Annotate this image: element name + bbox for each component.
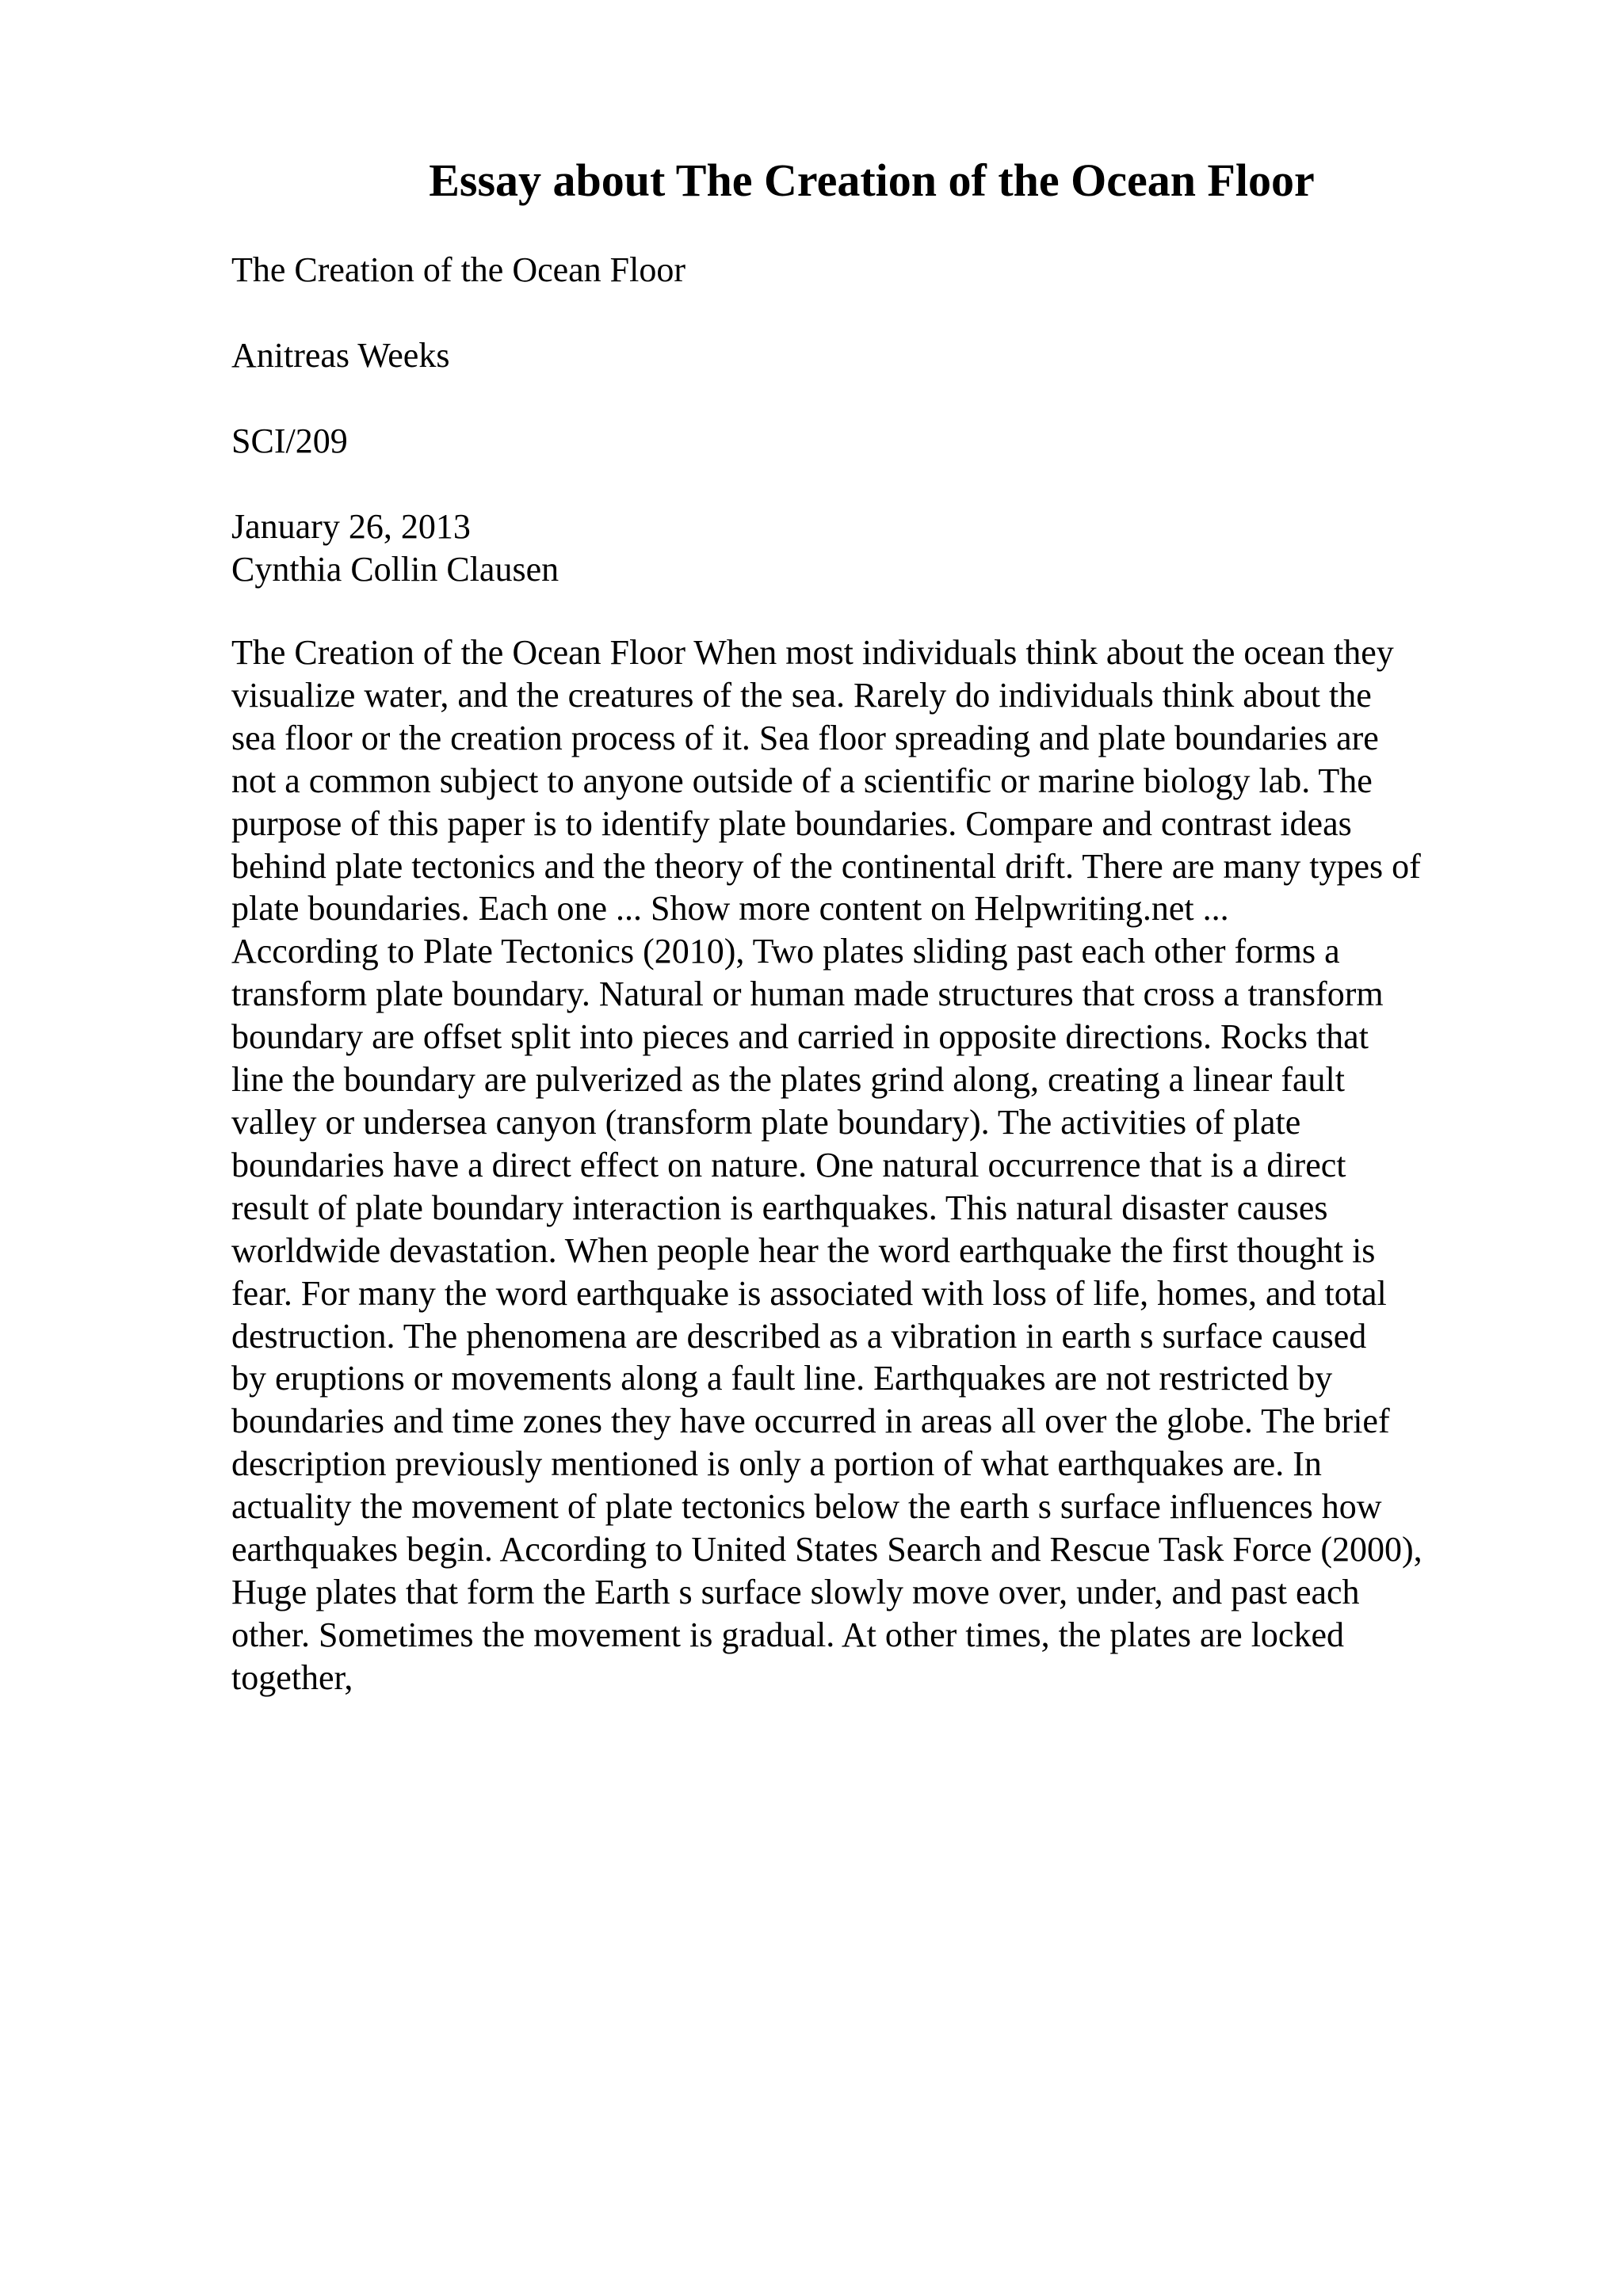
body-line: Huge plates that form the Earth s surface slowly move over, under, and past each — [231, 1572, 1360, 1611]
body-line: boundary are offset split into pieces and carried in opposite directions. Rocks that — [231, 1017, 1369, 1057]
body-line: by eruptions or movements along a fault line. Earthquakes are not restricted by — [231, 1359, 1333, 1398]
body-line: valley or undersea canyon (transform plate boundary). The activities of plate — [231, 1102, 1301, 1142]
course-code: SCI/209 — [231, 421, 348, 460]
body-line: earthquakes begin. According to United States Search and Rescue Task Force (2000), — [231, 1530, 1423, 1569]
paper-title: The Creation of the Ocean Floor — [231, 250, 686, 289]
body-line: worldwide devastation. When people hear the word earthquake the first thought is — [231, 1230, 1376, 1270]
body-line: The Creation of the Ocean Floor When most individuals think about the ocean they — [231, 633, 1394, 672]
body-line: boundaries have a direct effect on nature. One natural occurrence that is a direct — [231, 1145, 1346, 1184]
body-line: According to Plate Tectonics (2010), Two plates sliding past each other forms a — [231, 932, 1340, 971]
body-line: description previously mentioned is only a portion of what earthquakes are. In — [231, 1444, 1322, 1484]
body-line: destruction. The phenomena are described as a vibration in earth s surface caused — [231, 1316, 1367, 1356]
date: January 26, 2013 — [231, 507, 471, 546]
body-line: result of plate boundary interaction is earthquakes. This natural disaster causes — [231, 1188, 1328, 1227]
body-line: together, — [231, 1657, 353, 1697]
body-line: actuality the movement of plate tectonics below the earth s surface influences how — [231, 1487, 1382, 1527]
author-name: Anitreas Weeks — [231, 336, 450, 375]
body-line: sea floor or the creation process of it. Sea floor spreading and plate boundaries are — [231, 718, 1379, 757]
body-line: purpose of this paper is to identify plate boundaries. Compare and contrast ideas — [231, 803, 1352, 843]
body-line: behind plate tectonics and the theory of the continental drift. There are many types of — [231, 846, 1421, 886]
body-line: other. Sometimes the movement is gradual. At other times, the plates are locked — [231, 1615, 1344, 1654]
body-line: line the boundary are pulverized as the plates grind along, creating a linear fault — [231, 1060, 1345, 1100]
body-line: plate boundaries. Each one ... Show more content on Helpwriting.net ... — [231, 889, 1229, 929]
body-line: fear. For many the word earthquake is associated with loss of life, homes, and total — [231, 1273, 1387, 1313]
body-line: transform plate boundary. Natural or human made structures that cross a transform — [231, 974, 1384, 1014]
instructor-name: Cynthia Collin Clausen — [231, 550, 559, 589]
body-line: not a common subject to anyone outside of a scientific or marine biology lab. The — [231, 761, 1373, 800]
essay-body — [231, 631, 1499, 1699]
document-title: Essay about The Creation of the Ocean Floor — [429, 154, 1315, 206]
body-line: visualize water, and the creatures of the sea. Rarely do individuals think about the — [231, 675, 1372, 715]
body-line: boundaries and time zones they have occurred in areas all over the globe. The brief — [231, 1402, 1390, 1441]
